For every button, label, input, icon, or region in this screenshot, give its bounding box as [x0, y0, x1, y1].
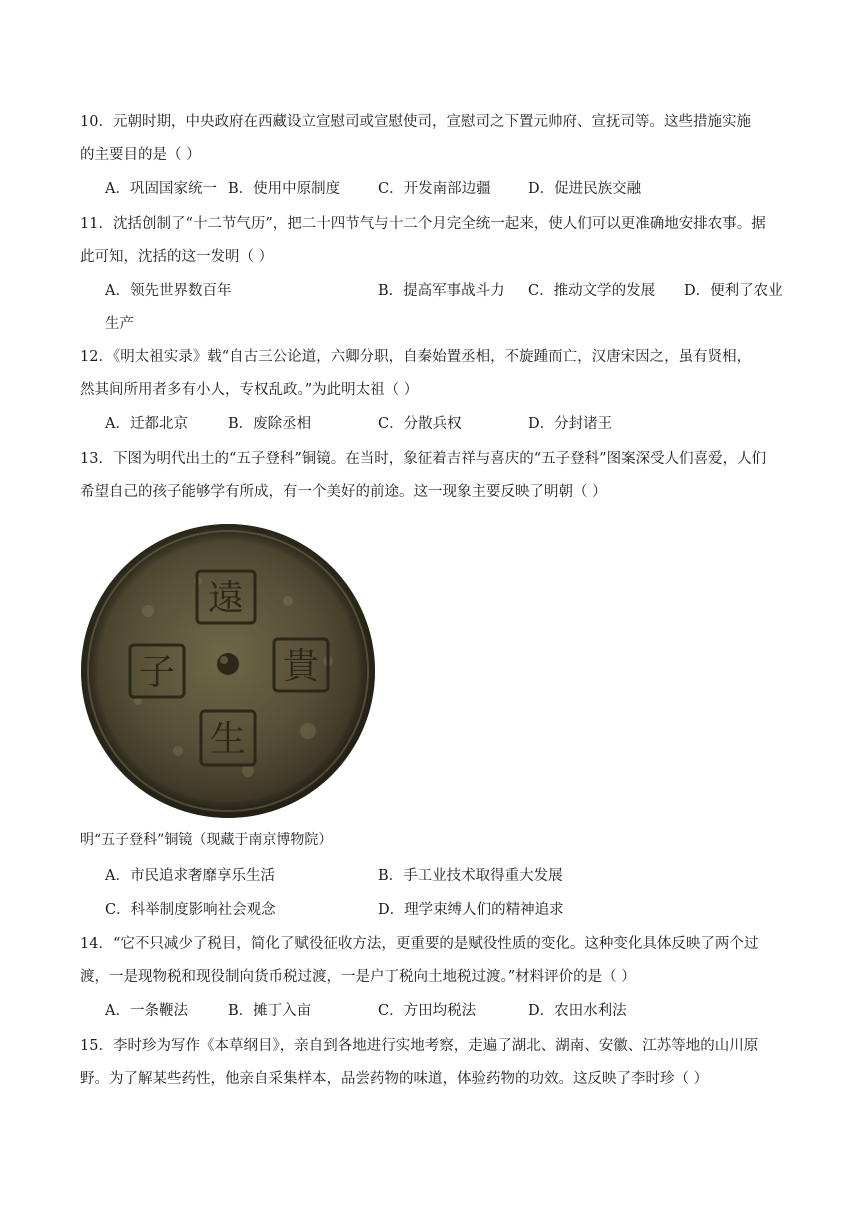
q15-stem-line1: 15．李时珍为写作《本草纲目》，亲自到各地进行实地考察，走遍了湖北、湖南、安徽、江苏等地的山川原 [80, 1038, 759, 1054]
q12-option-a[interactable]: A．迁都北京 [105, 416, 188, 432]
q13-option-d[interactable]: D．理学束缚人们的精神追求 [378, 902, 564, 918]
q11-option-c[interactable]: C．推动文学的发展 [528, 283, 656, 299]
mirror-knob [217, 653, 239, 675]
q15-stem-line2: 野。为了解某些药性，他亲自采集样本，品尝药物的味道，体验药物的功效。这反映了李时珍（ ） [80, 1071, 709, 1087]
q11-option-b[interactable]: B．提高军事战斗力 [378, 283, 505, 299]
q12-stem-line2: 然其间所用者多有小人，专权乱政。”为此明太祖（ ） [80, 382, 419, 398]
q12-option-d[interactable]: D．分封诸王 [528, 416, 613, 432]
q14-stem-line2: 渡，一是现物税和现役制向货币税过渡，一是户丁税向土地税过渡。”材料评价的是（ ） [80, 969, 636, 985]
q10-stem-line2: 的主要目的是（ ） [80, 147, 201, 163]
q13-option-b[interactable]: B．手工业技术取得重大发展 [378, 868, 563, 884]
q14-option-d[interactable]: D．农田水利法 [528, 1003, 627, 1019]
mirror-char-bottom: 生 [209, 719, 247, 760]
q14-option-c[interactable]: C．方田均税法 [378, 1003, 477, 1019]
q10-option-c[interactable]: C．开发南部边疆 [378, 181, 491, 197]
q10-option-b[interactable]: B．使用中原制度 [228, 181, 341, 197]
q14-option-b[interactable]: B．摊丁入亩 [228, 1003, 312, 1019]
q11-option-d[interactable]: D．便利了农业 [684, 283, 783, 299]
q13-stem-line2: 希望自己的孩子能够学有所成，有一个美好的前途。这一现象主要反映了明朝（ ） [80, 484, 607, 500]
bronze-mirror-svg [78, 521, 378, 821]
q14-option-a[interactable]: A．一条鞭法 [105, 1003, 188, 1019]
q10-option-a[interactable]: A．巩固国家统一 [105, 181, 217, 197]
q10-stem-line1: 10．元朝时期，中央政府在西藏设立宣慰司或宣慰使司，宣慰司之下置元帅府、宣抚司等。这些措施实施 [80, 114, 751, 130]
q10-option-d[interactable]: D．促进民族交融 [528, 181, 642, 197]
q13-image-caption: 明“五子登科”铜镜（现藏于南京博物院） [80, 832, 333, 848]
mirror-knob-highlight [220, 656, 228, 664]
q13-option-c[interactable]: C．科举制度影响社会观念 [105, 902, 276, 918]
q11-option-d-wrap: 生产 [105, 316, 134, 332]
q13-stem-line1: 13．下图为明代出土的“五子登科”铜镜。在当时，象征着吉祥与喜庆的“五子登科”图案深受人们喜爱，人们 [80, 451, 767, 467]
q11-stem-line2: 此可知，沈括的这一发明（ ） [80, 249, 274, 265]
bronze-mirror-image [78, 521, 378, 821]
q12-option-c[interactable]: C．分散兵权 [378, 416, 462, 432]
mirror-char-right: 貴 [282, 646, 320, 687]
mirror-char-top: 遠 [207, 578, 245, 619]
q11-option-a[interactable]: A．领先世界数百年 [105, 283, 232, 299]
q12-option-b[interactable]: B．废除丞相 [228, 416, 312, 432]
q11-stem-line1: 11．沈括创制了“十二节气历”，把二十四节气与十二个月完全统一起来，使人们可以更准确地安排农事。据 [80, 216, 766, 232]
q14-stem-line1: 14．“它不只减少了税目，简化了赋役征收方法，更重要的是赋役性质的变化。这种变化具体反映了两个过 [80, 936, 759, 952]
q12-stem-line1: 12．《明太祖实录》载“自古三公论道，六卿分职，自秦始置丞相，不旋踵而亡，汉唐宋因之，虽有贤相， [80, 349, 752, 365]
q13-option-a[interactable]: A．市民追求奢靡享乐生活 [105, 868, 275, 884]
mirror-char-left: 子 [138, 652, 176, 693]
